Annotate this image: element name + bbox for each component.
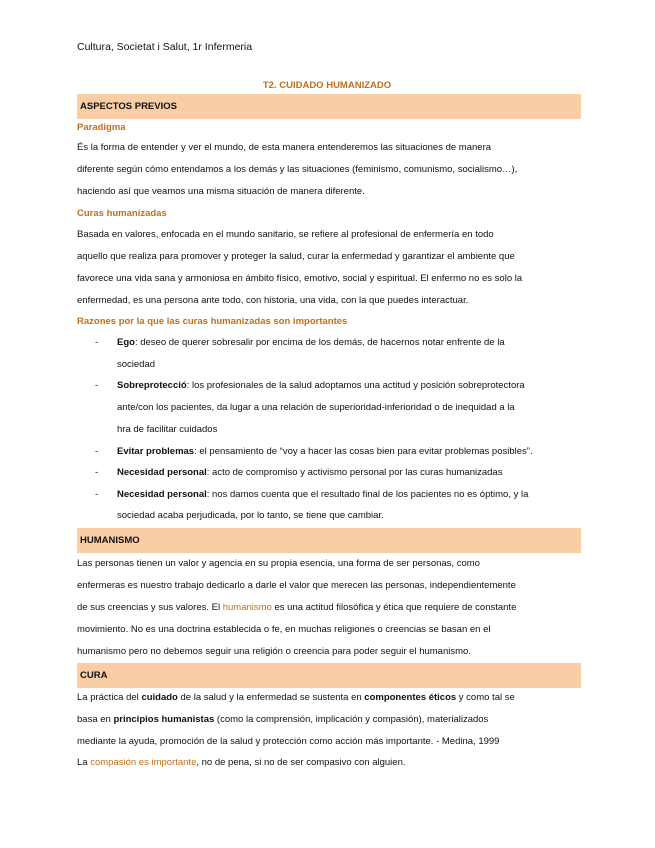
paragraph-line: Las personas tienen un valor y agencia en su propia esencia, una forma de ser personas, como: [77, 558, 480, 569]
bullet-continuation: sociedad acaba perjudicada, por lo tanto, se tiene que cambiar.: [117, 510, 384, 521]
paragraph-line: de sus creencias y sus valores. El humanismo es una actitud filosófica y ética que requiere de constante: [77, 602, 517, 613]
paragraph-line: enfermeras es nuestro trabajo dedicarlo a darle el valor que merecen las personas, independientemente: [77, 580, 516, 591]
bold-principios-humanistas: principios humanistas: [113, 714, 215, 725]
paragraph-line: És la forma de entender y ver el mundo, de esta manera entenderemos las situaciones de manera: [77, 142, 492, 153]
paragraph-line: basa en principios humanistas (como la comprensión, implicación y compasión), materializados: [77, 714, 489, 725]
bullet-term: Evitar problemas: [117, 446, 195, 457]
bullet-dash: -: [95, 489, 99, 500]
paragraph-line: haciendo así que veamos una misma situación de manera diferente.: [77, 186, 365, 197]
list-item: [117, 337, 505, 348]
section-heading-humanismo: HUMANISMO: [77, 528, 581, 553]
bold-cuidado: cuidado: [141, 692, 178, 703]
bullet-continuation: sociedad: [117, 359, 156, 370]
bullet-dash: -: [95, 380, 99, 391]
subheading-curas-humanizadas: Curas humanizadas: [77, 208, 167, 219]
section-heading-aspectos-previos: ASPECTOS PREVIOS: [77, 94, 581, 119]
paragraph-line: aquello que realiza para promover y proteger la salud, curar la enfermedad y garantizar el ambiente que: [77, 251, 515, 262]
bullet-text: : deseo de querer sobresalir por encima de los demás, de hacernos notar enfrente de la: [134, 337, 505, 348]
paragraph-line: humanismo pero no debemos seguir una religión o creencia para poder seguir el humanismo.: [77, 646, 471, 657]
bullet-text: : acto de compromiso y activismo personal por las curas humanizadas: [206, 467, 503, 478]
bullet-term: Necesidad personal: [117, 489, 207, 500]
highlight-compasion: compasión es importante: [90, 757, 197, 768]
bullet-text: : el pensamiento de “voy a hacer las cosas bien para evitar problemas posibles”.: [194, 446, 533, 457]
subheading-paradigma: Paradigma: [77, 122, 126, 133]
paragraph-line: Basada en valores, enfocada en el mundo sanitario, se refiere al profesional de enfermería en todo: [77, 229, 494, 240]
paragraph-line: favorece una vida sana y armoniosa en ámbito físico, emotivo, social y espiritual. El enfermo no es solo la: [77, 273, 523, 284]
paragraph-line: movimiento. No es una doctrina establecida o fe, en muchas religiones o creencias se basan en el: [77, 624, 491, 635]
bullet-term: Ego: [117, 337, 135, 348]
list-item: [117, 489, 528, 500]
bold-componentes-eticos: componentes éticos: [364, 692, 457, 703]
list-item: [117, 446, 533, 457]
list-item: [117, 380, 525, 391]
paragraph-line: mediante la ayuda, promoción de la salud y protección como acción más importante. - Medina, 1999: [77, 736, 500, 747]
paragraph-line: diferente según cómo entendamos a los demás y las situaciones (feminismo, comunismo, socialismo…),: [77, 164, 518, 175]
bullet-term: Sobreprotecció: [117, 380, 187, 391]
paragraph-line: La compasión es importante, no de pena, si no de ser compasivo con alguien.: [77, 757, 406, 768]
section-heading-cura: CURA: [77, 663, 581, 688]
bullet-continuation: hra de facilitar cuidados: [117, 424, 218, 435]
course-header: Cultura, Societat i Salut, 1r Infermeria: [77, 41, 253, 53]
bullet-text: : nos damos cuenta que el resultado final de los pacientes no es óptimo, y la: [206, 489, 529, 500]
bullet-continuation: ante/con los pacientes, da lugar a una relación de superioridad-inferioridad o de inequidad a la: [117, 402, 515, 413]
subheading-razones: Razones por la que las curas humanizadas son importantes: [77, 316, 348, 327]
bullet-dash: -: [95, 446, 99, 457]
page-title: T2. CUIDADO HUMANIZADO: [262, 80, 392, 91]
list-item: [117, 467, 502, 478]
paragraph-line: enfermedad, es una persona ante todo, con historia, una vida, con la que puedes interactuar.: [77, 295, 469, 306]
bullet-text: : los profesionales de la salud adoptamos una actitud y posición sobreprotectora: [186, 380, 525, 391]
paragraph-line: La práctica del cuidado de la salud y la enfermedad se sustenta en componentes éticos y como tal se: [77, 692, 515, 703]
highlight-humanismo: humanismo: [222, 602, 272, 613]
bullet-dash: -: [95, 337, 99, 348]
bullet-dash: -: [95, 467, 99, 478]
bullet-term: Necesidad personal: [117, 467, 207, 478]
